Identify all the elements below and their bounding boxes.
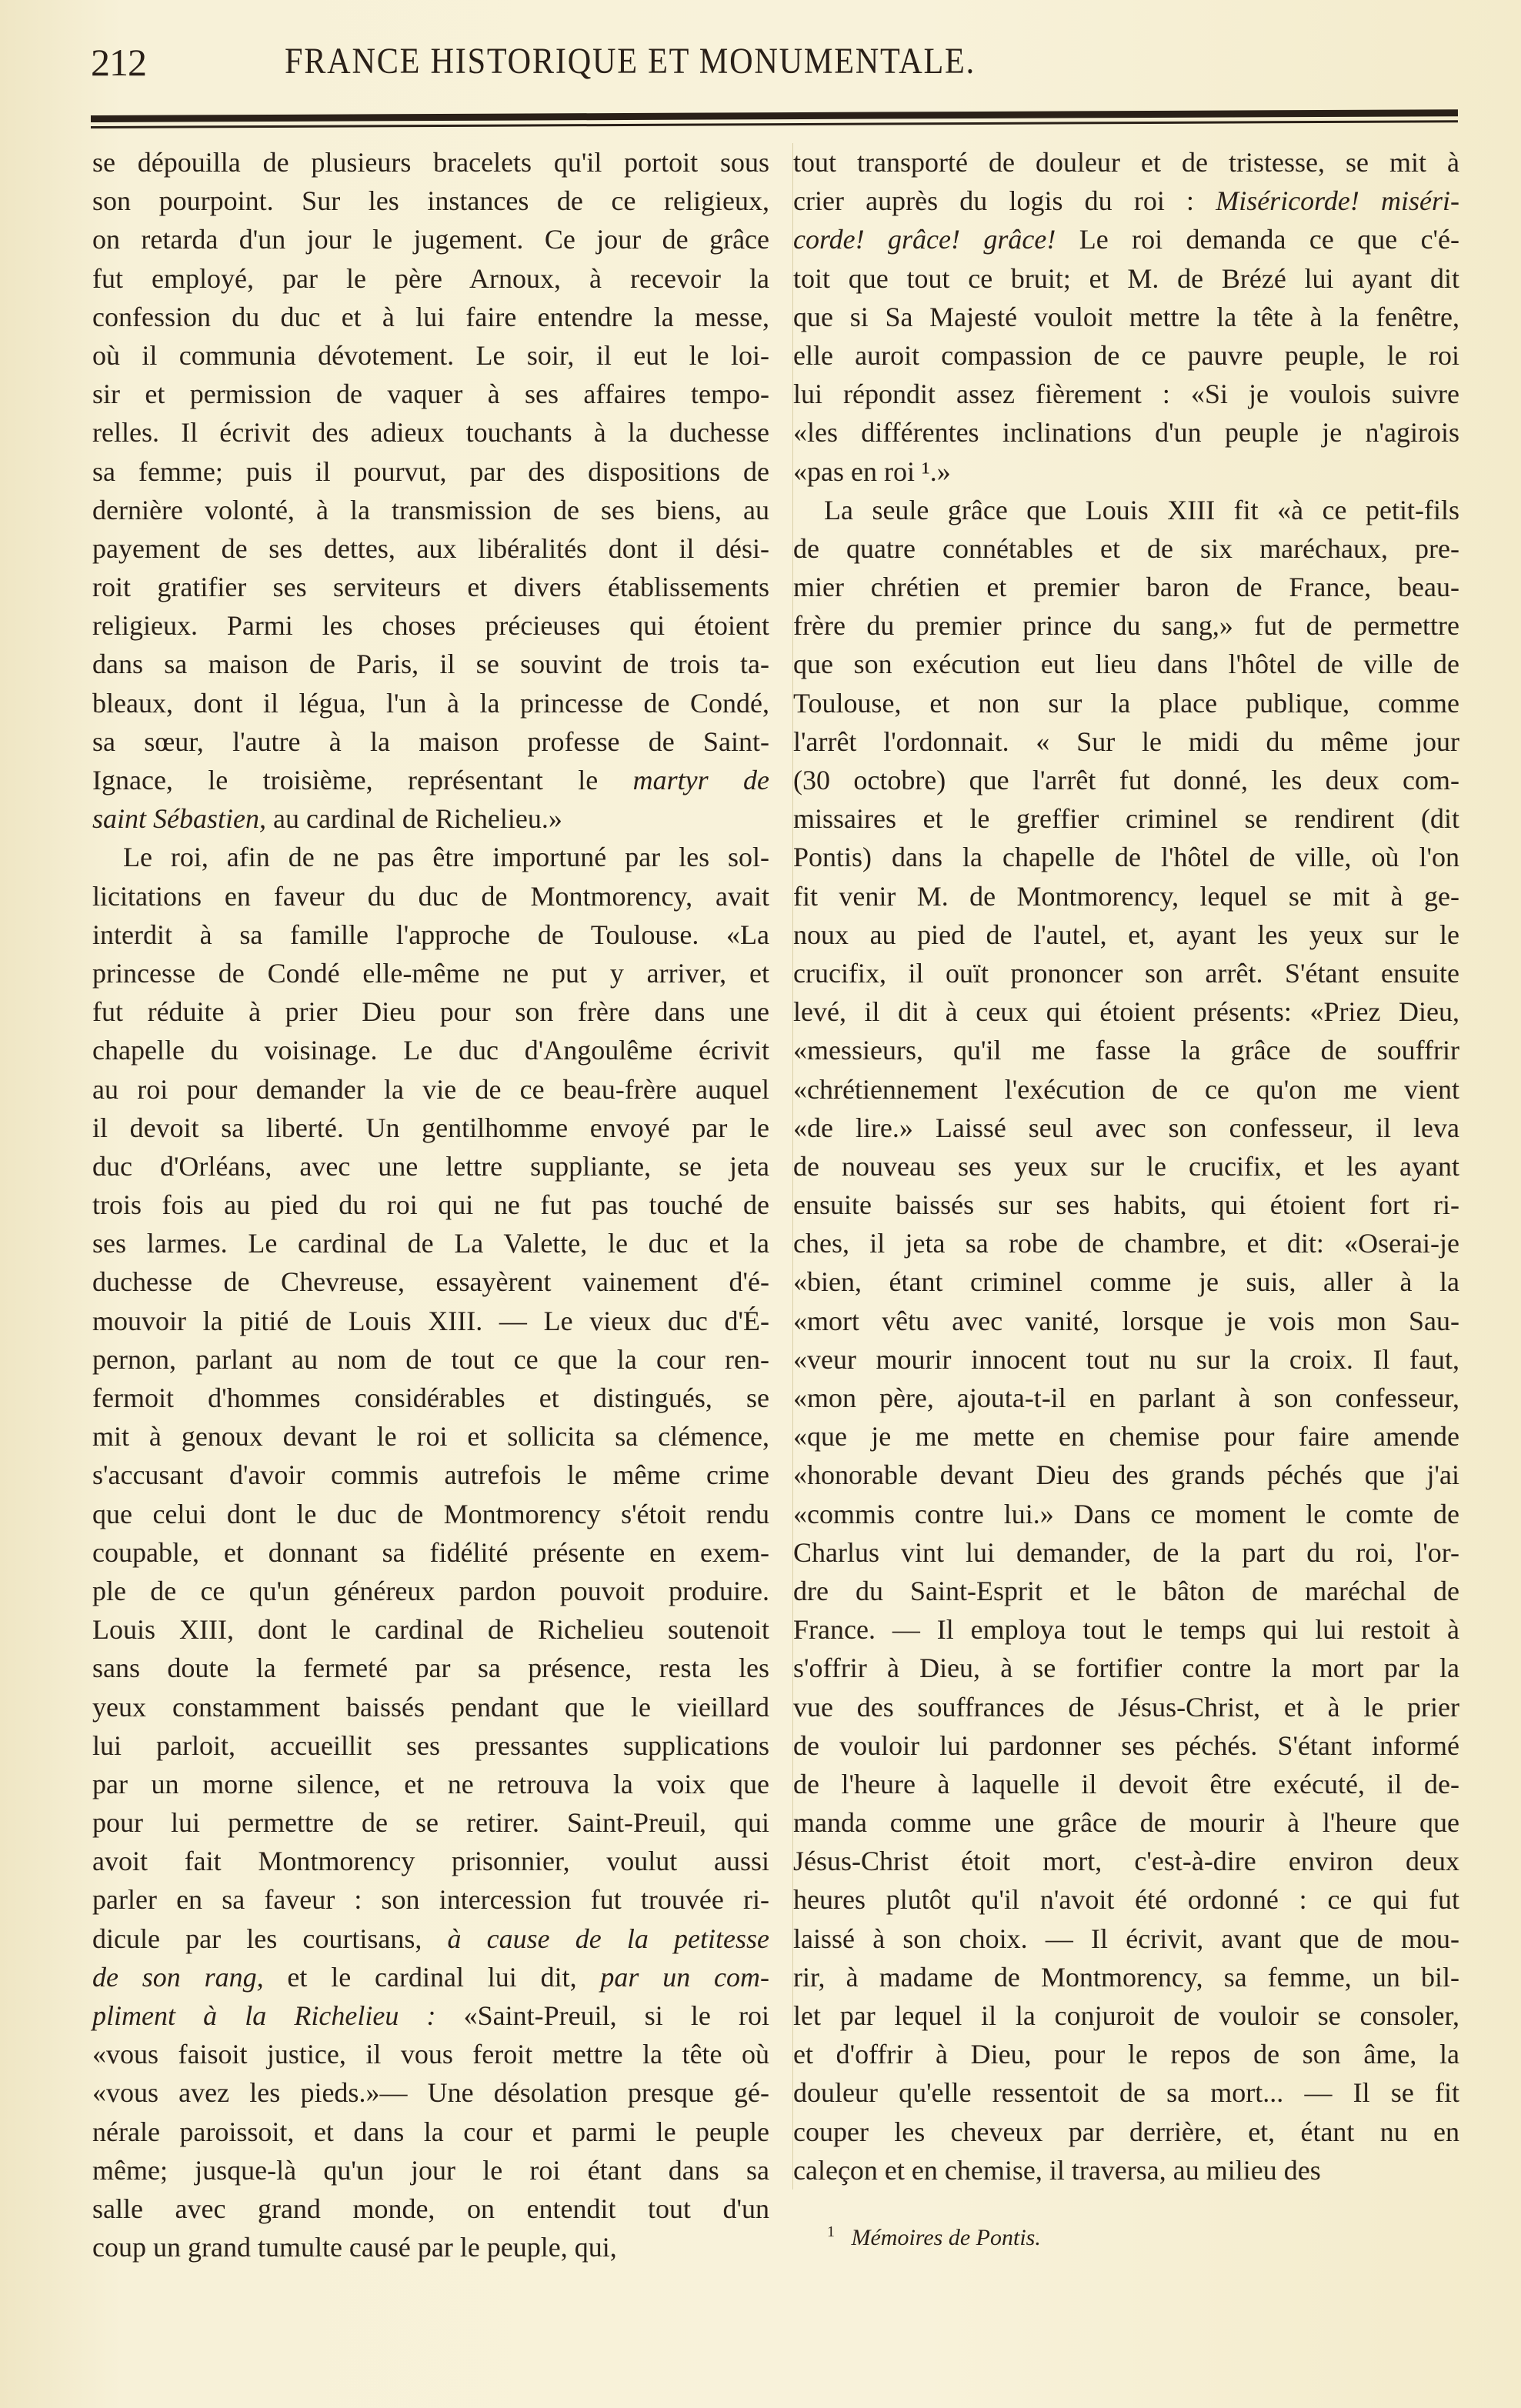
text-line bbox=[92, 1262, 769, 1301]
line-text: pernon, parlant au nom de tout ce que la cour ren- bbox=[92, 1343, 769, 1375]
running-title: FRANCE HISTORIQUE ET MONUMENTALE. bbox=[285, 41, 976, 82]
text-line bbox=[793, 375, 1459, 413]
text-line bbox=[793, 1996, 1459, 2035]
text-line bbox=[92, 2151, 769, 2190]
line-text: s'offrir à Dieu, à se fortifier contre la mort par la bbox=[793, 1653, 1459, 1684]
left-column bbox=[92, 143, 769, 2266]
text-line bbox=[92, 954, 769, 992]
line-text: «bien, étant criminel comme je suis, aller à la bbox=[793, 1266, 1459, 1298]
text-line bbox=[793, 1379, 1459, 1417]
text-line bbox=[793, 722, 1459, 761]
text-line bbox=[793, 1456, 1459, 1494]
text-line bbox=[793, 1688, 1459, 1726]
text-line bbox=[793, 1842, 1459, 1880]
text-line bbox=[793, 1533, 1459, 1572]
text-line bbox=[92, 143, 769, 182]
text-line bbox=[793, 1803, 1459, 1842]
line-text: heures plutôt qu'il n'avoit été ordonné : ce qui fut bbox=[793, 1884, 1459, 1916]
text-line bbox=[92, 1417, 769, 1456]
line-text: missaires et le greffier criminel se rendirent (dit bbox=[793, 803, 1459, 835]
line-text: «vous faisoit justice, il vous feroit mettre la tête où bbox=[92, 2039, 769, 2070]
text-line bbox=[92, 529, 769, 568]
line-text: ple de ce qu'un généreux pardon pouvoit produire. bbox=[92, 1575, 769, 1606]
line-text: et d'offrir à Dieu, pour le repos de son âme, la bbox=[793, 2039, 1459, 2070]
text-line bbox=[92, 568, 769, 606]
line-text: Toulouse, et non sur la place publique, comme bbox=[793, 687, 1459, 719]
line-text: «vous avez les pieds.»— Une désolation presque gé- bbox=[92, 2077, 769, 2109]
text-line bbox=[92, 877, 769, 916]
text-line bbox=[92, 1958, 769, 1996]
text-line bbox=[92, 606, 769, 645]
line-text: crucifix, il ouït prononcer son arrêt. S'étant ensuite bbox=[793, 957, 1459, 989]
line-text: mier chrétien et premier baron de France, beau- bbox=[793, 572, 1459, 603]
line-text: interdit à sa famille l'approche de Toulouse. «La bbox=[92, 919, 769, 950]
line-text: relles. Il écrivit des adieux touchants à la duchesse bbox=[92, 417, 769, 449]
line-text: mouvoir la pitié de Louis XIII. — Le vieux duc d'É- bbox=[92, 1305, 769, 1336]
text-line bbox=[92, 1456, 769, 1494]
text-line bbox=[793, 1417, 1459, 1456]
line-text: dernière volonté, à la transmission de ses biens, au bbox=[92, 494, 769, 525]
text-line bbox=[92, 1186, 769, 1224]
text-line bbox=[92, 182, 769, 220]
text-line bbox=[793, 606, 1459, 645]
line-text: Louis XIII, dont le cardinal de Richelieu soutenoit bbox=[92, 1614, 769, 1646]
line-text: de nouveau ses yeux sur le crucifix, et les ayant bbox=[793, 1150, 1459, 1182]
line-text: La seule grâce que Louis XIII fit «à ce petit-fils bbox=[824, 494, 1459, 525]
line-text: let par lequel il la conjuroit de vouloir se consoler, bbox=[793, 2000, 1459, 2031]
line-text: Le roi, afin de ne pas être importuné par les sol- bbox=[123, 842, 769, 873]
line-text: où il communia dévotement. Le soir, il eut le loi- bbox=[92, 339, 769, 371]
line-text: fut employé, par le père Arnoux, à recevoir la bbox=[92, 262, 769, 294]
line-text: sans doute la fermeté par sa présence, resta les bbox=[92, 1653, 769, 1684]
line-text: crier auprès du logis du roi : bbox=[793, 185, 1216, 217]
line-text: avoit fait Montmorency prisonnier, voulut aussi bbox=[92, 1846, 769, 1877]
text-line bbox=[92, 1340, 769, 1379]
text-line bbox=[92, 761, 769, 799]
text-line bbox=[793, 2073, 1459, 2112]
header-rule-thin bbox=[91, 120, 1458, 128]
line-text: «chrétiennement l'exécution de ce qu'on me vient bbox=[793, 1073, 1459, 1105]
line-text: «veur mourir innocent tout nu sur la croix. Il faut, bbox=[793, 1343, 1459, 1375]
text-line bbox=[92, 645, 769, 683]
line-text: lui répondit assez fièrement : «Si je voulois suivre bbox=[793, 379, 1459, 410]
text-line bbox=[793, 2035, 1459, 2073]
line-text: salle avec grand monde, on entendit tout d'un bbox=[92, 2193, 769, 2224]
text-line bbox=[793, 1610, 1459, 1649]
line-text: levé, il dit à ceux qui étoient présents: «Priez Dieu, bbox=[793, 996, 1459, 1028]
text-line bbox=[92, 1109, 769, 1147]
line-text: duc d'Orléans, avec une lettre suppliante, se jeta bbox=[92, 1150, 769, 1182]
line-text: rir, à madame de Montmorency, sa femme, un bil- bbox=[793, 1961, 1459, 1993]
text-line bbox=[793, 916, 1459, 954]
text-line bbox=[793, 259, 1459, 298]
line-text: vue des souffrances de Jésus-Christ, et à le prier bbox=[793, 1691, 1459, 1723]
line-text: sa femme; puis il pourvut, par des dispositions de bbox=[92, 455, 769, 487]
text-line bbox=[793, 2151, 1459, 2190]
line-text: par un morne silence, et ne retrouva la voix que bbox=[92, 1768, 769, 1799]
line-text: «honorable devant Dieu des grands péchés que j'ai bbox=[793, 1459, 1459, 1491]
text-line bbox=[793, 298, 1459, 336]
text-line bbox=[92, 1919, 769, 1958]
text-line bbox=[92, 298, 769, 336]
text-line bbox=[793, 1340, 1459, 1379]
line-text: princesse de Condé elle-même ne put y arriver, et bbox=[92, 957, 769, 989]
text-line bbox=[92, 992, 769, 1031]
line-text: de vouloir lui pardonner ses péchés. S'étant informé bbox=[793, 1729, 1459, 1761]
line-text: «que je me mette en chemise pour faire amende bbox=[793, 1421, 1459, 1452]
text-line bbox=[92, 259, 769, 298]
italic-text: de son rang, bbox=[92, 1961, 264, 1993]
line-text: que si Sa Majesté vouloit mettre la tête à la fenêtre, bbox=[793, 301, 1459, 332]
line-text: fut réduite à prier Dieu pour son frère dans une bbox=[92, 996, 769, 1028]
line-text: Jésus-Christ étoit mort, c'est-à-dire environ deux bbox=[793, 1846, 1459, 1877]
italic-text: corde! grâce! grâce! bbox=[793, 224, 1056, 255]
line-text: l'arrêt l'ordonnait. « Sur le midi du même jour bbox=[793, 725, 1459, 757]
line-text: dre du Saint-Esprit et le bâton de maréchal de bbox=[793, 1575, 1459, 1606]
line-text: frère du premier prince du sang,» fut de permettre bbox=[793, 610, 1459, 642]
text-line bbox=[793, 1302, 1459, 1340]
line-text: «messieurs, qu'il me fasse la grâce de souffrir bbox=[793, 1035, 1459, 1066]
text-line bbox=[793, 1880, 1459, 1919]
text-line bbox=[92, 452, 769, 491]
text-line bbox=[793, 992, 1459, 1031]
line-text: s'accusant d'avoir commis autrefois le même crime bbox=[92, 1459, 769, 1491]
text-line bbox=[92, 1649, 769, 1687]
line-text: Le roi demanda ce que c'é- bbox=[1056, 224, 1460, 255]
text-line bbox=[92, 838, 769, 876]
line-text: chapelle du voisinage. Le duc d'Angoulême écrivit bbox=[92, 1035, 769, 1066]
text-line bbox=[92, 1765, 769, 1803]
line-text: au cardinal de Richelieu.» bbox=[265, 803, 562, 835]
line-text: on retarda d'un jour le jugement. Ce jour de grâce bbox=[92, 224, 769, 255]
text-line bbox=[793, 761, 1459, 799]
text-line bbox=[92, 1302, 769, 1340]
line-text: mit à genoux devant le roi et sollicita sa clémence, bbox=[92, 1421, 769, 1452]
line-text: sir et permission de vaquer à ses affaires tempo- bbox=[92, 379, 769, 410]
line-text: trois fois au pied du roi qui ne fut pas touché de bbox=[92, 1189, 769, 1221]
text-line bbox=[793, 336, 1459, 375]
line-text: «mon père, ajouta-t-il en parlant à son confesseur, bbox=[793, 1382, 1459, 1413]
text-line bbox=[793, 452, 1459, 491]
line-text: pour lui permettre de se retirer. Saint-Preuil, qui bbox=[92, 1807, 769, 1839]
text-line bbox=[793, 491, 1459, 529]
line-text: religieux. Parmi les choses précieuses qui étoient bbox=[92, 610, 769, 642]
line-text: «les différentes inclinations d'un peuple je n'agirois bbox=[793, 417, 1459, 449]
italic-text: à cause de la petitesse bbox=[447, 1923, 769, 1954]
text-line bbox=[793, 1765, 1459, 1803]
text-line bbox=[793, 954, 1459, 992]
line-text: ches, il jeta sa robe de chambre, et dit: «Oserai-je bbox=[793, 1228, 1459, 1259]
line-text: duchesse de Chevreuse, essayèrent vainement d'é- bbox=[92, 1266, 769, 1298]
line-text: Pontis) dans la chapelle de l'hôtel de ville, où l'on bbox=[793, 842, 1459, 873]
text-line bbox=[92, 1572, 769, 1610]
line-text: dans sa maison de Paris, il se souvint de trois ta- bbox=[92, 649, 769, 680]
line-text: confession du duc et à lui faire entendre la messe, bbox=[92, 301, 769, 332]
line-text: «Saint-Preuil, si le roi bbox=[435, 2000, 769, 2031]
text-line bbox=[92, 1688, 769, 1726]
text-line bbox=[793, 1958, 1459, 1996]
text-line bbox=[92, 2190, 769, 2228]
italic-text: par un com- bbox=[600, 1961, 769, 1993]
text-line bbox=[793, 838, 1459, 876]
text-line bbox=[92, 336, 769, 375]
line-text: dicule par les courtisans, bbox=[92, 1923, 448, 1954]
text-line bbox=[92, 1070, 769, 1109]
line-text: fermoit d'hommes considérables et distingués, se bbox=[92, 1382, 769, 1413]
text-line bbox=[793, 1147, 1459, 1186]
text-line bbox=[793, 799, 1459, 838]
line-text: que celui dont le duc de Montmorency s'étoit rendu bbox=[92, 1498, 769, 1529]
text-line bbox=[92, 1803, 769, 1842]
text-line bbox=[92, 799, 769, 838]
line-text: «pas en roi ¹.» bbox=[793, 455, 951, 487]
text-line bbox=[793, 1726, 1459, 1765]
text-line bbox=[92, 684, 769, 722]
text-line bbox=[92, 2073, 769, 2112]
line-text: fit venir M. de Montmorency, lequel se mit à ge- bbox=[793, 880, 1459, 912]
line-text: douleur qu'elle ressentoit de sa mort... — Il se fit bbox=[793, 2077, 1459, 2109]
line-text: ses larmes. Le cardinal de La Valette, le duc et la bbox=[92, 1228, 769, 1259]
line-text: Charlus vint lui demander, de la part du roi, l'or- bbox=[793, 1536, 1459, 1568]
text-line bbox=[92, 2113, 769, 2151]
line-text: noux au pied de l'autel, et, ayant les yeux sur le bbox=[793, 919, 1459, 950]
text-line bbox=[793, 182, 1459, 220]
line-text: sa sœur, l'autre à la maison professe de Saint- bbox=[92, 725, 769, 757]
text-line bbox=[92, 1726, 769, 1765]
text-line bbox=[92, 491, 769, 529]
line-text: «mort vêtu avec vanité, lorsque je vois mon Sau- bbox=[793, 1305, 1459, 1336]
line-text: France. — Il employa tout le temps qui lui restoit à bbox=[793, 1614, 1459, 1646]
text-line bbox=[793, 529, 1459, 568]
text-line bbox=[92, 1610, 769, 1649]
text-line bbox=[793, 1186, 1459, 1224]
text-line bbox=[793, 143, 1459, 182]
text-line bbox=[793, 1495, 1459, 1533]
line-text: payement de ses dettes, aux libéralités dont il dési- bbox=[92, 532, 769, 564]
text-line bbox=[92, 220, 769, 258]
italic-text: Miséricorde! miséri- bbox=[1216, 185, 1459, 217]
text-line bbox=[793, 684, 1459, 722]
text-line bbox=[92, 2228, 769, 2266]
text-line bbox=[793, 1224, 1459, 1262]
text-line bbox=[793, 220, 1459, 258]
text-line bbox=[793, 645, 1459, 683]
text-line bbox=[793, 413, 1459, 452]
footnote bbox=[827, 2223, 1041, 2251]
line-text: et le cardinal lui dit, bbox=[263, 1961, 601, 1993]
line-text: de l'heure à laquelle il devoit être exécuté, il de- bbox=[793, 1768, 1459, 1799]
text-line bbox=[793, 568, 1459, 606]
line-text: laissé à son choix. — Il écrivit, avant que de mou- bbox=[793, 1923, 1459, 1954]
line-text: son pourpoint. Sur les instances de ce religieux, bbox=[92, 185, 769, 217]
line-text: toit que tout ce bruit; et M. de Brézé lui ayant dit bbox=[793, 262, 1459, 294]
line-text: au roi pour demander la vie de ce beau-frère auquel bbox=[92, 1073, 769, 1105]
text-line bbox=[793, 1572, 1459, 1610]
line-text: même; jusque-là qu'un jour le roi étant dans sa bbox=[92, 2154, 769, 2186]
line-text: licitations en faveur du duc de Montmorency, avait bbox=[92, 880, 769, 912]
text-line bbox=[92, 1842, 769, 1880]
line-text: coupable, et donnant sa fidélité présente en exem- bbox=[92, 1536, 769, 1568]
text-line bbox=[92, 2035, 769, 2073]
text-line bbox=[793, 1649, 1459, 1687]
text-line bbox=[92, 1533, 769, 1572]
footnote-mark: 1 bbox=[827, 2223, 835, 2240]
italic-text: martyr de bbox=[632, 765, 769, 795]
italic-text: pliment à la Richelieu : bbox=[92, 2000, 436, 2031]
line-text: roit gratifier ses serviteurs et divers établissements bbox=[92, 572, 769, 603]
line-text: caleçon et en chemise, il traversa, au milieu des bbox=[793, 2154, 1321, 2186]
line-text: tout transporté de douleur et de tristesse, se mit à bbox=[793, 147, 1459, 178]
page-number: 212 bbox=[91, 41, 146, 84]
text-line bbox=[92, 1224, 769, 1262]
text-line bbox=[793, 1070, 1459, 1109]
line-text: «commis contre lui.» Dans ce moment le comte de bbox=[793, 1498, 1459, 1529]
line-text: couper les cheveux par derrière, et, étant nu en bbox=[793, 2116, 1459, 2147]
line-text: lui parloit, accueillit ses pressantes supplications bbox=[92, 1729, 769, 1761]
text-line bbox=[92, 916, 769, 954]
text-line bbox=[793, 1031, 1459, 1069]
text-line bbox=[92, 375, 769, 413]
line-text: que son exécution eut lieu dans l'hôtel de ville de bbox=[793, 649, 1459, 680]
text-line bbox=[793, 1262, 1459, 1301]
line-text: de quatre connétables et de six maréchaux, pre- bbox=[793, 532, 1459, 564]
text-line bbox=[793, 1919, 1459, 1958]
line-text: bleaux, dont il légua, l'un à la princesse de Condé, bbox=[92, 687, 769, 719]
line-text: yeux constamment baissés pendant que le vieillard bbox=[92, 1691, 769, 1723]
footnote-source: Mémoires de Pontis. bbox=[851, 2225, 1041, 2250]
line-text: il devoit sa liberté. Un gentilhomme envoyé par le bbox=[92, 1112, 769, 1143]
line-text: parler en sa faveur : son intercession fut trouvée ri- bbox=[92, 1884, 769, 1916]
line-text: (30 octobre) que l'arrêt fut donné, les deux com- bbox=[793, 765, 1459, 795]
line-text: nérale paroissoit, et dans la cour et parmi le peuple bbox=[92, 2116, 769, 2147]
text-line bbox=[92, 1031, 769, 1069]
line-text: Ignace, le troisième, représentant le bbox=[92, 765, 633, 795]
text-line bbox=[92, 1495, 769, 1533]
line-text: elle auroit compassion de ce pauvre peuple, le roi bbox=[793, 339, 1459, 371]
line-text: se dépouilla de plusieurs bracelets qu'il portoit sous bbox=[92, 147, 769, 178]
text-line bbox=[92, 1379, 769, 1417]
text-line bbox=[92, 1147, 769, 1186]
italic-text: saint Sébastien, bbox=[92, 803, 266, 835]
text-line bbox=[92, 1880, 769, 1919]
text-line bbox=[793, 2113, 1459, 2151]
line-text: «de lire.» Laissé seul avec son confesseur, il leva bbox=[793, 1112, 1459, 1143]
line-text: manda comme une grâce de mourir à l'heure que bbox=[793, 1807, 1459, 1839]
text-line bbox=[793, 1109, 1459, 1147]
line-text: coup un grand tumulte causé par le peuple, qui, bbox=[92, 2232, 617, 2263]
right-column bbox=[792, 143, 1459, 2190]
line-text: ensuite baissés sur ses habits, qui étoient fort ri- bbox=[793, 1189, 1459, 1221]
text-line bbox=[793, 877, 1459, 916]
text-line bbox=[92, 1996, 769, 2035]
text-line bbox=[92, 722, 769, 761]
text-line bbox=[92, 413, 769, 452]
